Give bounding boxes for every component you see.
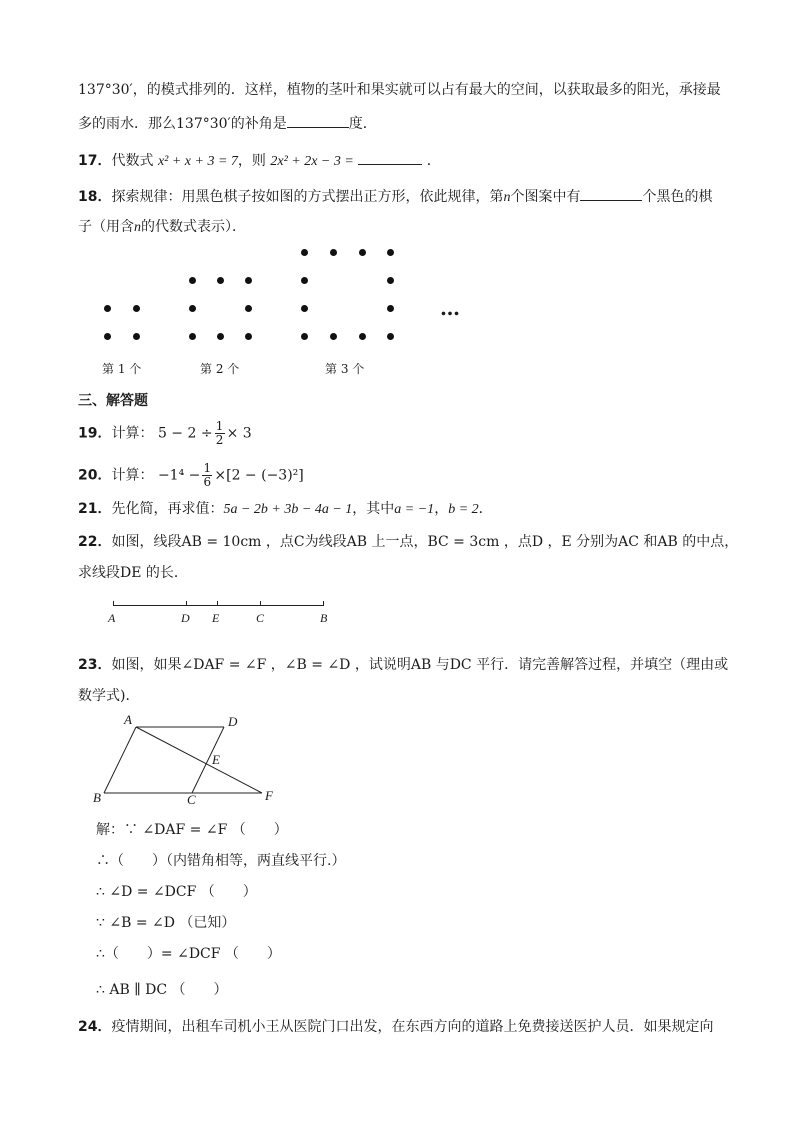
question-21: 21．先化简，再求值：5a − 2b + 3b − 4a − 1，其中a = −1，b = 2．	[78, 501, 493, 517]
intro-line-2: 多的雨水．那么137°30′的补角是 度．	[78, 113, 377, 134]
chess-piece	[245, 277, 252, 284]
chess-piece	[301, 305, 308, 312]
vertex-label-e: E	[212, 752, 220, 767]
chess-piece	[387, 249, 394, 256]
question-22-line-1: 22．如图，线段AB = 10cm ，点C为线段AB 上一点，BC = 3cm ，点D ，E 分别为AC 和AB 的中点，	[78, 534, 739, 550]
question-24: 24．疫情期间，出租车司机小王从医院门口出发，在东西方向的道路上免费接送医护人员．如果规定向	[78, 1019, 714, 1035]
tick-mark	[217, 601, 218, 606]
question-18-line-1: 18．探索规律：用黑色棋子按如图的方式摆出正方形，依此规律，第n个图案中有 个黑色的棋	[78, 186, 712, 208]
tick-mark	[260, 601, 261, 606]
vertex-label-d: D	[228, 714, 238, 729]
chess-piece	[189, 277, 196, 284]
chess-piece	[387, 333, 394, 340]
chess-piece	[301, 277, 308, 284]
answer-blank[interactable]	[358, 150, 422, 165]
vertex-label-a: A	[124, 712, 132, 727]
point-label-e: E	[212, 611, 220, 625]
chess-piece	[245, 333, 252, 340]
chess-piece	[217, 277, 224, 284]
question-19: 19．计算： 5 − 2 ÷ $\frac{1}{2}$ × 3	[78, 419, 252, 447]
chess-piece	[387, 305, 394, 312]
point-label-a: A	[108, 611, 116, 625]
chess-piece	[359, 333, 366, 340]
answer-blank[interactable]	[287, 113, 349, 128]
point-label-b: B	[320, 611, 328, 625]
vertex-label-b: B	[93, 790, 101, 805]
chess-piece	[104, 305, 111, 312]
point-label-c: C	[256, 611, 265, 625]
pattern-caption-2: 第 2 个	[200, 362, 240, 376]
pattern-caption-3: 第 3 个	[325, 362, 365, 376]
solution-step: ∴ ∠D = ∠DCF （ ）	[96, 884, 257, 900]
chess-piece	[359, 249, 366, 256]
vertex-label-f: F	[265, 788, 273, 803]
chess-piece	[387, 277, 394, 284]
intro-line-1: 137°30′，的模式排列的．这样，植物的茎叶和果实就可以占有最大的空间，以获取最多的阳光，承接最	[78, 82, 721, 98]
solution-step: ∴ AB ∥ DC （ ）	[96, 982, 228, 998]
chess-piece	[301, 249, 308, 256]
tick-mark	[186, 601, 187, 606]
question-22-line-2: 求线段DE 的长．	[78, 565, 188, 581]
question-23-line-2: 数学式)．	[78, 688, 140, 704]
solution-step: ∵ ∠B = ∠D （已知）	[96, 915, 236, 931]
question-23-line-1: 23．如图，如果∠DAF = ∠F ，∠B = ∠D ，试说明AB 与DC 平行．请完善解答过程，并填空（理由或	[78, 657, 729, 673]
vertex-label-c: C	[187, 792, 196, 807]
segment-af	[136, 727, 262, 793]
tick-mark	[323, 601, 324, 606]
chess-piece	[330, 249, 337, 256]
chess-piece	[189, 305, 196, 312]
question-18-line-2: 子（用含n的代数式表示）．	[78, 219, 246, 235]
question-20: 20．计算： −1⁴ − $\frac{1}{6}$ ×[2 − (−3)²]	[78, 461, 304, 489]
chess-piece	[189, 333, 196, 340]
segment-line	[113, 605, 324, 606]
ellipsis: …	[440, 296, 461, 320]
question-17: 17．代数式 x² + x + 3 = 7，则 2x² + 2x − 3 = ．	[78, 150, 441, 172]
chess-piece	[217, 333, 224, 340]
chess-piece	[245, 305, 252, 312]
tick-mark	[113, 601, 114, 606]
chess-piece	[330, 333, 337, 340]
answer-blank[interactable]	[580, 186, 642, 201]
segment-ab	[104, 727, 136, 793]
section-heading: 三、解答题	[78, 393, 148, 409]
solution-step: ∴（ ）= ∠DCF （ ）	[96, 946, 281, 962]
chess-piece	[104, 333, 111, 340]
pattern-caption-1: 第 1 个	[102, 362, 142, 376]
chess-piece	[133, 305, 140, 312]
solution-step: ∴（ ）（内错角相等，两直线平行.）	[96, 853, 346, 869]
chess-piece	[133, 333, 140, 340]
point-label-d: D	[181, 611, 190, 625]
solution-step: 解：∵ ∠DAF = ∠F （ ）	[96, 822, 288, 838]
chess-piece	[301, 333, 308, 340]
